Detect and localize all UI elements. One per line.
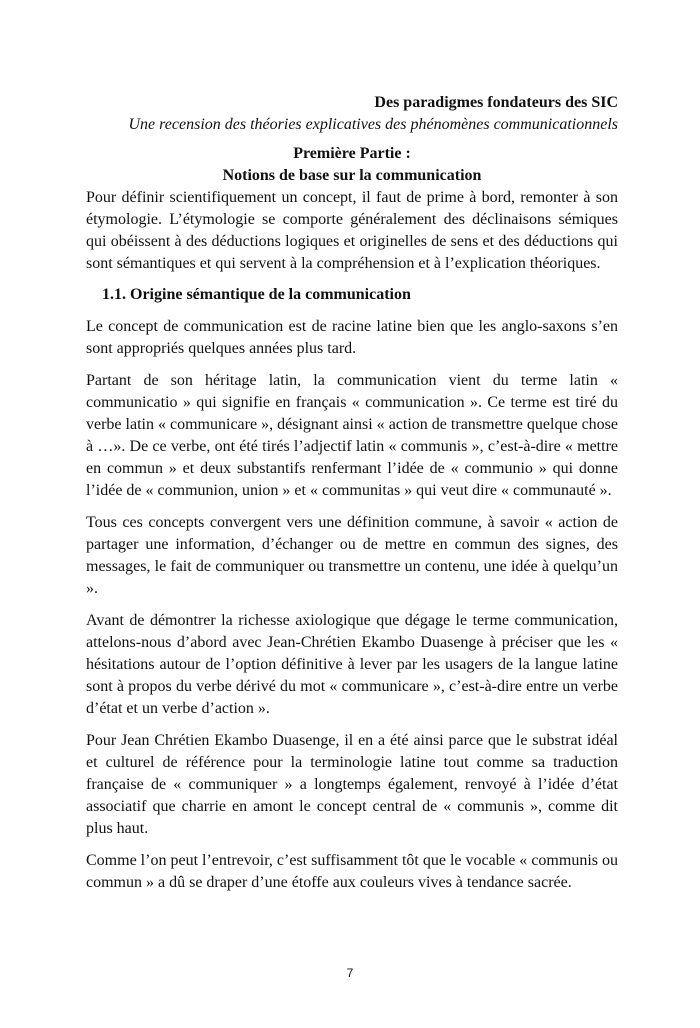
document-page (86, 92, 618, 894)
part-label: Première Partie : (293, 145, 411, 162)
paragraph: Pour Jean Chrétien Ekambo Duasenge, il en a été ainsi parce que le substrat idéal et culturel de référence pour la terminologie latine tout comme sa traduction française de « communiquer » a longtemps également, renvoyé à l’idée d’état associatif que charrie en amont le concept central de « communis », comme dit plus haut. (86, 732, 618, 837)
paragraph: Avant de démontrer la richesse axiologique que dégage le terme communication, attelons-nous d’abord avec Jean-Chrétien Ekambo Duasenge à préciser que les « hésitations autour de l’option définitive à lever par les usagers de la langue latine sont à propos du verbe dérivé du mot « communicare », c’est-à-dire entre un verbe d’état et un verbe d’action ». (86, 612, 618, 717)
paragraph: Tous ces concepts convergent vers une définition commune, à savoir « action de partager une information, d’échanger ou de mettre en commun des signes, des messages, le fait de communiquer ou transmettre un contenu, une idée à quelqu’un ». (86, 514, 618, 597)
paragraph: Partant de son héritage latin, la communication vient du terme latin « communicatio » qui signifie en français « communication ». Ce terme est tiré du verbe latin « communicare », désignant ainsi « action de transmettre quelque chose à …». De ce verbe, ont été tirés l’adjectif latin « communis », c’est-à-dire « mettre en commun » et deux substantifs renfermant l’idée de « communio » qui donne l’idée de « communion, union » et « communitas » qui veut dire « communauté ». (86, 372, 618, 499)
page-number: 7 (346, 966, 354, 980)
running-header-subtitle: Une recension des théories explicatives des phénomènes communicationnels (128, 116, 618, 133)
paragraph: Comme l’on peut l’entrevoir, c’est suffisamment tôt que le vocable « communis ou commun » a dû se draper d’une étoffe aux couleurs vives à tendance sacrée. (86, 852, 618, 891)
intro-paragraph: Pour définir scientifiquement un concept, il faut de prime à bord, remonter à son étymologie. L’étymologie se comporte généralement des déclinaisons sémiques qui obéissent à des déductions logiques et originelles de sens et des déductions qui sont sémantiques et qui servent à la compréhension et à l’explication théoriques. (86, 189, 618, 272)
running-header-title: Des paradigmes fondateurs des SIC (374, 94, 618, 111)
paragraph: Le concept de communication est de racine latine bien que les anglo-saxons s’en sont appropriés quelques années plus tard. (86, 318, 618, 357)
section-heading: 1.1. Origine sémantique de la communication (102, 286, 411, 303)
part-title: Notions de base sur la communication (222, 167, 482, 184)
